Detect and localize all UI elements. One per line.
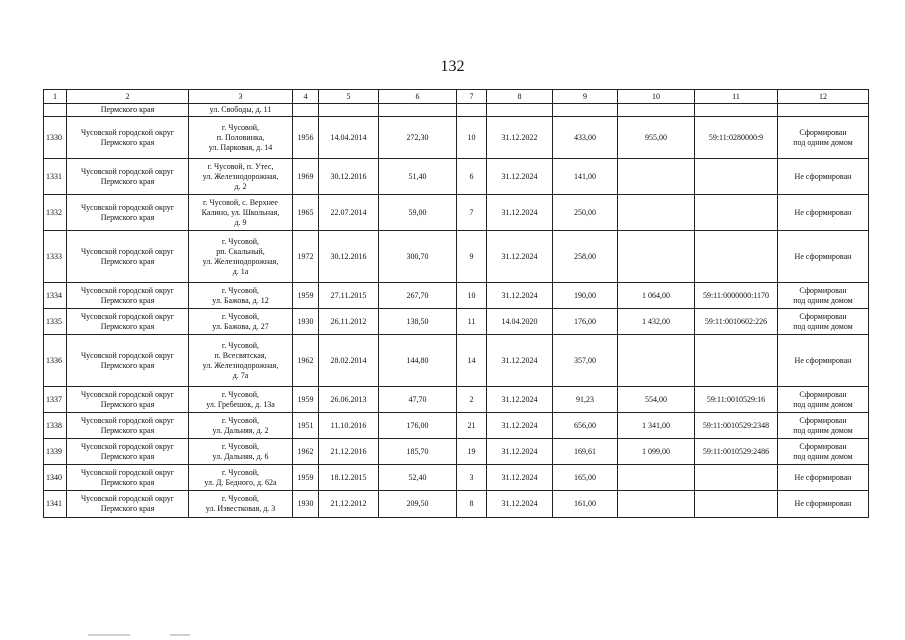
area-cell: 176,00 (379, 413, 457, 439)
cell-line: Сформирован (799, 441, 847, 451)
row-number-cell: 1337 (44, 387, 67, 413)
column-header: 9 (553, 90, 618, 104)
land-area-cell (618, 231, 695, 283)
deadline-cell: 31.12.2024 (487, 387, 553, 413)
cell-line: Не сформирован (794, 499, 852, 508)
cell-line: г. Чусовой, (221, 467, 260, 477)
column-header: 3 (189, 90, 293, 104)
municipality-cell (67, 335, 189, 387)
area-cell: 51,40 (379, 159, 457, 195)
value-cell (553, 104, 618, 117)
cell-line: Не сформирован (794, 207, 852, 217)
status-cell (778, 231, 869, 283)
value-cell: 433,00 (553, 117, 618, 159)
cell-line: ул. Дальняя, д. 2 (212, 425, 269, 435)
table-row (44, 231, 869, 283)
area-cell: 59,00 (379, 195, 457, 231)
column-header: 1 (44, 90, 67, 104)
table-row (44, 335, 869, 387)
status-cell (778, 491, 869, 518)
cadastral-number-cell: 59:11:0010529:16 (695, 387, 778, 413)
date-cell: 21.12.2012 (319, 491, 379, 518)
value-cell: 656,00 (553, 413, 618, 439)
cadastral-number-cell (695, 465, 778, 491)
build-year-cell: 1962 (293, 335, 319, 387)
cell-line: ул. Бажова, д. 27 (212, 321, 269, 331)
status-cell (778, 283, 869, 309)
deadline-cell: 31.12.2024 (487, 195, 553, 231)
build-year-cell: 1959 (293, 387, 319, 413)
cadastral-number-cell (695, 231, 778, 283)
scan-artifact (88, 634, 130, 636)
table-row (44, 159, 869, 195)
address-cell (189, 159, 293, 195)
cadastral-number-cell (695, 159, 778, 195)
row-number-cell: 1332 (44, 195, 67, 231)
count-cell: 8 (457, 491, 487, 518)
table-row (44, 387, 869, 413)
area-cell: 300,70 (379, 231, 457, 283)
build-year-cell: 1930 (293, 309, 319, 335)
status-cell (778, 195, 869, 231)
value-cell: 165,00 (553, 465, 618, 491)
date-cell (319, 104, 379, 117)
value-cell: 169,61 (553, 439, 618, 465)
housing-registry-table (43, 89, 869, 518)
cell-line: Пермского края (100, 477, 155, 487)
address-cell (189, 283, 293, 309)
land-area-cell (618, 159, 695, 195)
cell-line: Сформирован (799, 389, 847, 399)
count-cell: 10 (457, 117, 487, 159)
date-cell: 27.11.2015 (319, 283, 379, 309)
cell-line: Чусовской городской округ (80, 441, 175, 451)
build-year-cell: 1969 (293, 159, 319, 195)
cell-line: Не сформирован (794, 171, 852, 181)
row-number-cell: 1334 (44, 283, 67, 309)
value-cell: 176,00 (553, 309, 618, 335)
deadline-cell: 31.12.2024 (487, 413, 553, 439)
cell-line: Сформирован (799, 311, 847, 321)
column-header: 10 (618, 90, 695, 104)
land-area-cell (618, 195, 695, 231)
address-cell (189, 117, 293, 159)
table-row (44, 309, 869, 335)
cell-line: Чусовской городской округ (80, 311, 175, 321)
area-cell: 272,30 (379, 117, 457, 159)
cell-line: Чусовской городской округ (80, 494, 175, 503)
table-row (44, 413, 869, 439)
land-area-cell (618, 491, 695, 518)
deadline-cell: 14.04.2020 (487, 309, 553, 335)
cell-line: Пермского края (100, 105, 155, 114)
row-number-cell: 1335 (44, 309, 67, 335)
row-number-cell: 1339 (44, 439, 67, 465)
address-cell (189, 231, 293, 283)
cadastral-number-cell (695, 491, 778, 518)
date-cell: 11.10.2016 (319, 413, 379, 439)
count-cell: 14 (457, 335, 487, 387)
cell-line: рп. Скальный, (216, 246, 265, 256)
municipality-cell (67, 195, 189, 231)
land-area-cell (618, 335, 695, 387)
address-cell (189, 335, 293, 387)
cell-line: Пермского края (100, 321, 155, 331)
table-row (44, 491, 869, 518)
row-number-cell: 1336 (44, 335, 67, 387)
date-cell: 18.12.2015 (319, 465, 379, 491)
land-area-cell (618, 104, 695, 117)
cadastral-number-cell: 59:11:0010529:2348 (695, 413, 778, 439)
cell-line: п. Половинка, (216, 132, 265, 142)
date-cell: 21.12.2016 (319, 439, 379, 465)
cell-line: Не сформирован (794, 355, 852, 365)
row-number-cell: 1338 (44, 413, 67, 439)
row-number-cell: 1341 (44, 491, 67, 518)
cell-line: под одним домом (793, 425, 853, 435)
deadline-cell: 31.12.2024 (487, 439, 553, 465)
cell-line: г. Чусовой, (221, 122, 260, 132)
column-header: 7 (457, 90, 487, 104)
table-row (44, 439, 869, 465)
cell-line: Чусовской городской округ (80, 166, 175, 176)
count-cell: 21 (457, 413, 487, 439)
date-cell: 30.12.2016 (319, 231, 379, 283)
count-cell: 9 (457, 231, 487, 283)
land-area-cell: 1 432,00 (618, 309, 695, 335)
cell-line: ул. Железнодорожная, (202, 360, 279, 370)
cadastral-number-cell: 59:11:0000000:1170 (695, 283, 778, 309)
municipality-cell (67, 309, 189, 335)
cadastral-number-cell (695, 104, 778, 117)
status-cell (778, 387, 869, 413)
area-cell: 209,50 (379, 491, 457, 518)
table-row (44, 283, 869, 309)
deadline-cell: 31.12.2024 (487, 159, 553, 195)
area-cell: 267,70 (379, 283, 457, 309)
land-area-cell (618, 465, 695, 491)
cell-line: Чусовской городской округ (80, 415, 175, 425)
deadline-cell: 31.12.2024 (487, 283, 553, 309)
cell-line: Пермского края (100, 360, 155, 370)
table-row (44, 195, 869, 231)
cell-line: г. Чусовой, (221, 340, 260, 350)
address-cell (189, 104, 293, 117)
row-number-cell (44, 104, 67, 117)
cell-line: г. Чусовой, (221, 441, 260, 451)
status-cell (778, 309, 869, 335)
cell-line: Сформирован (799, 415, 847, 425)
value-cell: 141,00 (553, 159, 618, 195)
value-cell: 91,23 (553, 387, 618, 413)
row-number-cell: 1330 (44, 117, 67, 159)
deadline-cell: 31.12.2024 (487, 465, 553, 491)
cell-line: ул. Свободы, д. 11 (209, 105, 272, 114)
cell-line: Калино, ул. Школьная, (201, 207, 280, 217)
column-header: 2 (67, 90, 189, 104)
count-cell: 10 (457, 283, 487, 309)
column-header: 8 (487, 90, 553, 104)
column-header: 6 (379, 90, 457, 104)
cell-line: под одним домом (793, 137, 853, 147)
cell-line: д. 1а (232, 266, 249, 276)
deadline-cell: 31.12.2024 (487, 231, 553, 283)
column-header: 12 (778, 90, 869, 104)
cadastral-number-cell: 59:11:0010529:2486 (695, 439, 778, 465)
cell-line: Чусовской городской округ (80, 350, 175, 360)
cell-line: Не сформирован (794, 251, 852, 261)
build-year-cell: 1930 (293, 491, 319, 518)
date-cell: 26.11.2012 (319, 309, 379, 335)
status-cell (778, 335, 869, 387)
address-cell (189, 413, 293, 439)
address-cell (189, 465, 293, 491)
cell-line: г. Чусовой, (221, 285, 260, 295)
cell-line: Пермского края (100, 399, 155, 409)
date-cell: 22.07.2014 (319, 195, 379, 231)
cell-line: Сформирован (799, 285, 847, 295)
cell-line: п. Всесвятская, (214, 350, 267, 360)
address-cell (189, 195, 293, 231)
cell-line: д. 9 (234, 217, 247, 227)
area-cell: 52,40 (379, 465, 457, 491)
cadastral-number-cell: 59:11:0280000:9 (695, 117, 778, 159)
value-cell: 357,00 (553, 335, 618, 387)
count-cell: 19 (457, 439, 487, 465)
cell-line: ул. Гребешок, д. 13а (206, 399, 275, 409)
cell-line: Пермского края (100, 425, 155, 435)
cell-line: Не сформирован (794, 472, 852, 482)
deadline-cell: 31.12.2022 (487, 117, 553, 159)
deadline-cell: 31.12.2024 (487, 335, 553, 387)
cell-line: г. Чусовой, с. Верхнее (203, 197, 278, 207)
cell-line: ул. Известковая, д. 3 (205, 504, 276, 513)
area-cell: 185,70 (379, 439, 457, 465)
build-year-cell: 1962 (293, 439, 319, 465)
municipality-cell (67, 387, 189, 413)
municipality-cell (67, 117, 189, 159)
cell-line: Пермского края (100, 295, 155, 305)
municipality-cell (67, 159, 189, 195)
date-cell: 26.06.2013 (319, 387, 379, 413)
build-year-cell: 1959 (293, 465, 319, 491)
cadastral-number-cell (695, 195, 778, 231)
column-header: 11 (695, 90, 778, 104)
page-number: 132 (440, 58, 465, 75)
cell-line: под одним домом (793, 295, 853, 305)
count-cell: 11 (457, 309, 487, 335)
area-cell (379, 104, 457, 117)
address-cell (189, 309, 293, 335)
cell-line: Чусовской городской округ (80, 246, 175, 256)
address-cell (189, 491, 293, 518)
cadastral-number-cell: 59:11:0010602:226 (695, 309, 778, 335)
value-cell: 190,00 (553, 283, 618, 309)
municipality-cell (67, 439, 189, 465)
status-cell (778, 159, 869, 195)
address-cell (189, 439, 293, 465)
cell-line: г. Чусовой, (221, 236, 260, 246)
count-cell: 7 (457, 195, 487, 231)
build-year-cell: 1951 (293, 413, 319, 439)
row-number-cell: 1333 (44, 231, 67, 283)
date-cell: 28.02.2014 (319, 335, 379, 387)
column-header: 4 (293, 90, 319, 104)
cell-line: Чусовской городской округ (80, 202, 175, 212)
count-cell: 2 (457, 387, 487, 413)
cell-line: ул. Дальняя, д. 6 (212, 451, 269, 461)
cell-line: под одним домом (793, 399, 853, 409)
area-cell: 138,50 (379, 309, 457, 335)
cell-line: ул. Д. Бедного, д. 62а (204, 477, 277, 487)
cell-line: г. Чусовой, (221, 389, 260, 399)
row-number-cell: 1331 (44, 159, 67, 195)
cadastral-number-cell (695, 335, 778, 387)
cell-line: д. 2 (234, 181, 247, 191)
land-area-cell: 1 341,00 (618, 413, 695, 439)
cell-line: г. Чусовой, (221, 494, 260, 503)
scan-artifact (170, 634, 190, 636)
land-area-cell: 1 064,00 (618, 283, 695, 309)
municipality-cell (67, 491, 189, 518)
cell-line: ул. Парковая, д. 14 (208, 142, 273, 152)
build-year-cell: 1959 (293, 283, 319, 309)
cell-line: ул. Бажова, д. 12 (212, 295, 269, 305)
cell-line: ул. Железнодорожная, (202, 256, 279, 266)
build-year-cell: 1972 (293, 231, 319, 283)
municipality-cell (67, 413, 189, 439)
cell-line: Пермского края (100, 176, 155, 186)
area-cell: 47,70 (379, 387, 457, 413)
land-area-cell: 955,00 (618, 117, 695, 159)
build-year-cell: 1965 (293, 195, 319, 231)
status-cell (778, 117, 869, 159)
cell-line: Пермского края (100, 137, 155, 147)
value-cell: 258,00 (553, 231, 618, 283)
address-cell (189, 387, 293, 413)
cell-line: под одним домом (793, 321, 853, 331)
cell-line: Чусовской городской округ (80, 285, 175, 295)
build-year-cell (293, 104, 319, 117)
land-area-cell: 554,00 (618, 387, 695, 413)
municipality-cell (67, 283, 189, 309)
cell-line: Пермского края (100, 504, 155, 513)
cell-line: г. Чусовой, п. Утес, (207, 161, 274, 171)
cell-line: Чусовской городской округ (80, 127, 175, 137)
land-area-cell: 1 099,00 (618, 439, 695, 465)
cell-line: Сформирован (799, 127, 847, 137)
header-row (44, 90, 869, 104)
cell-line: Чусовской городской округ (80, 389, 175, 399)
count-cell (457, 104, 487, 117)
status-cell (778, 465, 869, 491)
deadline-cell: 31.12.2024 (487, 491, 553, 518)
cell-line: под одним домом (793, 451, 853, 461)
cell-line: Пермского края (100, 212, 155, 222)
status-cell (778, 413, 869, 439)
table-body (44, 104, 869, 518)
municipality-cell (67, 104, 189, 117)
municipality-cell (67, 465, 189, 491)
row-number-cell: 1340 (44, 465, 67, 491)
cell-line: Пермского края (100, 451, 155, 461)
status-cell (778, 104, 869, 117)
value-cell: 161,00 (553, 491, 618, 518)
status-cell (778, 439, 869, 465)
count-cell: 3 (457, 465, 487, 491)
value-cell: 250,00 (553, 195, 618, 231)
column-header: 5 (319, 90, 379, 104)
cell-line: Пермского края (100, 256, 155, 266)
count-cell: 6 (457, 159, 487, 195)
cell-line: Чусовской городской округ (80, 467, 175, 477)
date-cell: 30.12.2016 (319, 159, 379, 195)
cell-line: г. Чусовой, (221, 311, 260, 321)
cell-line: г. Чусовой, (221, 415, 260, 425)
area-cell: 144,80 (379, 335, 457, 387)
table-row (44, 104, 869, 117)
table-row (44, 465, 869, 491)
cell-line: ул. Железнодорожная, (202, 171, 279, 181)
deadline-cell (487, 104, 553, 117)
build-year-cell: 1956 (293, 117, 319, 159)
table-row (44, 117, 869, 159)
cell-line: д. 7а (232, 370, 249, 380)
date-cell: 14.04.2014 (319, 117, 379, 159)
municipality-cell (67, 231, 189, 283)
